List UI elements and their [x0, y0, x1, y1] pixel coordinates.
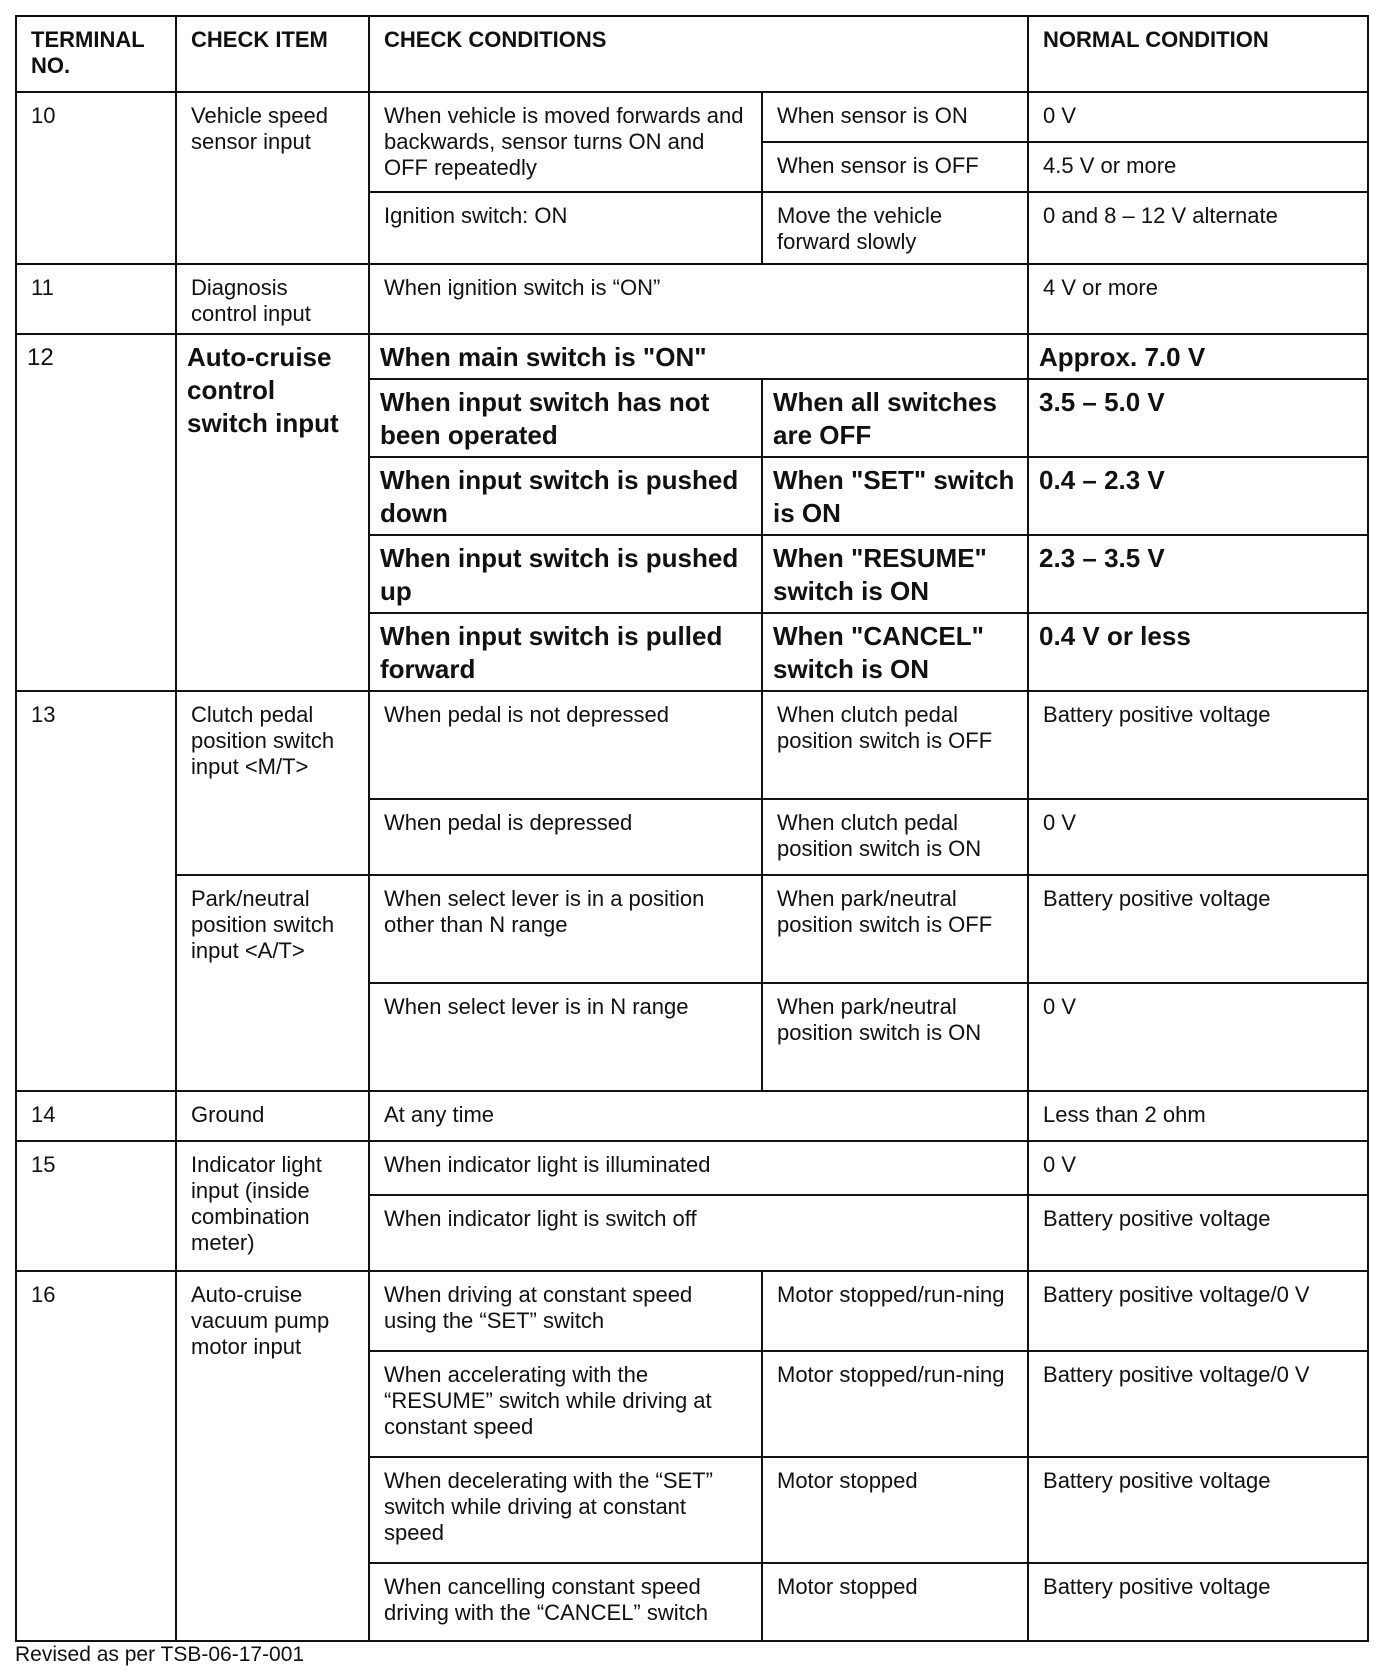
table-row — [16, 1141, 1368, 1195]
normal-condition: Battery positive voltage — [1028, 1457, 1368, 1563]
sub-condition: When clutch pedal position switch is OFF — [762, 691, 1028, 799]
check-condition: When accelerating with the “RESUME” switch while driving at constant speed — [369, 1351, 762, 1457]
check-condition: When input switch is pushed down — [369, 457, 762, 535]
check-item: Diagnosis control input — [176, 264, 369, 334]
terminal-number: 10 — [16, 92, 176, 264]
normal-condition: 0 V — [1028, 983, 1368, 1091]
normal-condition: Less than 2 ohm — [1028, 1091, 1368, 1141]
normal-condition: 3.5 – 5.0 V — [1028, 379, 1368, 457]
check-item: Indicator light input (inside combination meter) — [176, 1141, 369, 1271]
check-condition: When select lever is in a position other than N range — [369, 875, 762, 983]
check-item: Park/neutral position switch input <A/T> — [176, 875, 369, 1091]
table-row — [16, 1091, 1368, 1141]
check-condition: When pedal is depressed — [369, 799, 762, 875]
normal-condition: Battery positive voltage — [1028, 1563, 1368, 1641]
check-item: Ground — [176, 1091, 369, 1141]
check-condition: When select lever is in N range — [369, 983, 762, 1091]
table-row — [16, 334, 1368, 379]
check-condition: When ignition switch is “ON” — [369, 264, 1028, 334]
revision-note: Revised as per TSB-06-17-001 — [15, 1643, 305, 1666]
terminal-number: 12 — [16, 334, 176, 691]
terminal-number: 13 — [16, 691, 176, 1091]
sub-condition: Motor stopped/run-ning — [762, 1271, 1028, 1351]
normal-condition: 0 V — [1028, 799, 1368, 875]
sub-condition: When park/neutral position switch is OFF — [762, 875, 1028, 983]
normal-condition: 4.5 V or more — [1028, 142, 1368, 192]
check-item: Vehicle speed sensor input — [176, 92, 369, 264]
normal-condition: Battery positive voltage/0 V — [1028, 1351, 1368, 1457]
sub-condition: When "SET" switch is ON — [762, 457, 1028, 535]
normal-condition: 0.4 V or less — [1028, 613, 1368, 691]
table-row — [16, 875, 1368, 983]
header-terminal: TERMINAL NO. — [16, 16, 176, 92]
normal-condition: 0 V — [1028, 1141, 1368, 1195]
normal-condition: Battery positive voltage — [1028, 691, 1368, 799]
check-item: Auto-cruise vacuum pump motor input — [176, 1271, 369, 1641]
check-condition: When main switch is "ON" — [369, 334, 1028, 379]
check-item: Auto-cruise control switch input — [176, 334, 369, 691]
header-normal-condition: NORMAL CONDITION — [1028, 16, 1368, 92]
table-row — [16, 1271, 1368, 1351]
normal-condition: Battery positive voltage — [1028, 875, 1368, 983]
sub-condition: When sensor is ON — [762, 92, 1028, 142]
check-condition: When decelerating with the “SET” switch while driving at constant speed — [369, 1457, 762, 1563]
header-check-item: CHECK ITEM — [176, 16, 369, 92]
sub-condition: When sensor is OFF — [762, 142, 1028, 192]
check-condition: When driving at constant speed using the “SET” switch — [369, 1271, 762, 1351]
sub-condition: Motor stopped — [762, 1457, 1028, 1563]
terminal-number: 11 — [16, 264, 176, 334]
check-condition: When indicator light is switch off — [369, 1195, 1028, 1271]
normal-condition: 2.3 – 3.5 V — [1028, 535, 1368, 613]
check-condition: When input switch has not been operated — [369, 379, 762, 457]
terminal-check-table — [15, 15, 1369, 1642]
normal-condition: Approx. 7.0 V — [1028, 334, 1368, 379]
check-condition: At any time — [369, 1091, 1028, 1141]
table-row — [16, 264, 1368, 334]
sub-condition: Motor stopped/run-ning — [762, 1351, 1028, 1457]
sub-condition: When "RESUME" switch is ON — [762, 535, 1028, 613]
header-check-conditions: CHECK CONDITIONS — [369, 16, 1028, 92]
normal-condition: Battery positive voltage/0 V — [1028, 1271, 1368, 1351]
check-item: Clutch pedal position switch input <M/T> — [176, 691, 369, 875]
check-condition: When vehicle is moved forwards and backwards, sensor turns ON and OFF repeatedly — [369, 92, 762, 192]
terminal-number: 16 — [16, 1271, 176, 1641]
normal-condition: Battery positive voltage — [1028, 1195, 1368, 1271]
sub-condition: When clutch pedal position switch is ON — [762, 799, 1028, 875]
normal-condition: 4 V or more — [1028, 264, 1368, 334]
check-condition: When input switch is pushed up — [369, 535, 762, 613]
normal-condition: 0 and 8 – 12 V alternate — [1028, 192, 1368, 264]
check-condition: When cancelling constant speed driving with the “CANCEL” switch — [369, 1563, 762, 1641]
terminal-number: 15 — [16, 1141, 176, 1271]
sub-condition: Motor stopped — [762, 1563, 1028, 1641]
sub-condition: When "CANCEL" switch is ON — [762, 613, 1028, 691]
table-row — [16, 92, 1368, 142]
sub-condition: Move the vehicle forward slowly — [762, 192, 1028, 264]
header-row — [16, 16, 1368, 92]
terminal-number: 14 — [16, 1091, 176, 1141]
normal-condition: 0.4 – 2.3 V — [1028, 457, 1368, 535]
normal-condition: 0 V — [1028, 92, 1368, 142]
check-condition: When pedal is not depressed — [369, 691, 762, 799]
table-row — [16, 691, 1368, 799]
sub-condition: When all switches are OFF — [762, 379, 1028, 457]
check-condition: Ignition switch: ON — [369, 192, 762, 264]
check-condition: When input switch is pulled forward — [369, 613, 762, 691]
check-condition: When indicator light is illuminated — [369, 1141, 1028, 1195]
sub-condition: When park/neutral position switch is ON — [762, 983, 1028, 1091]
